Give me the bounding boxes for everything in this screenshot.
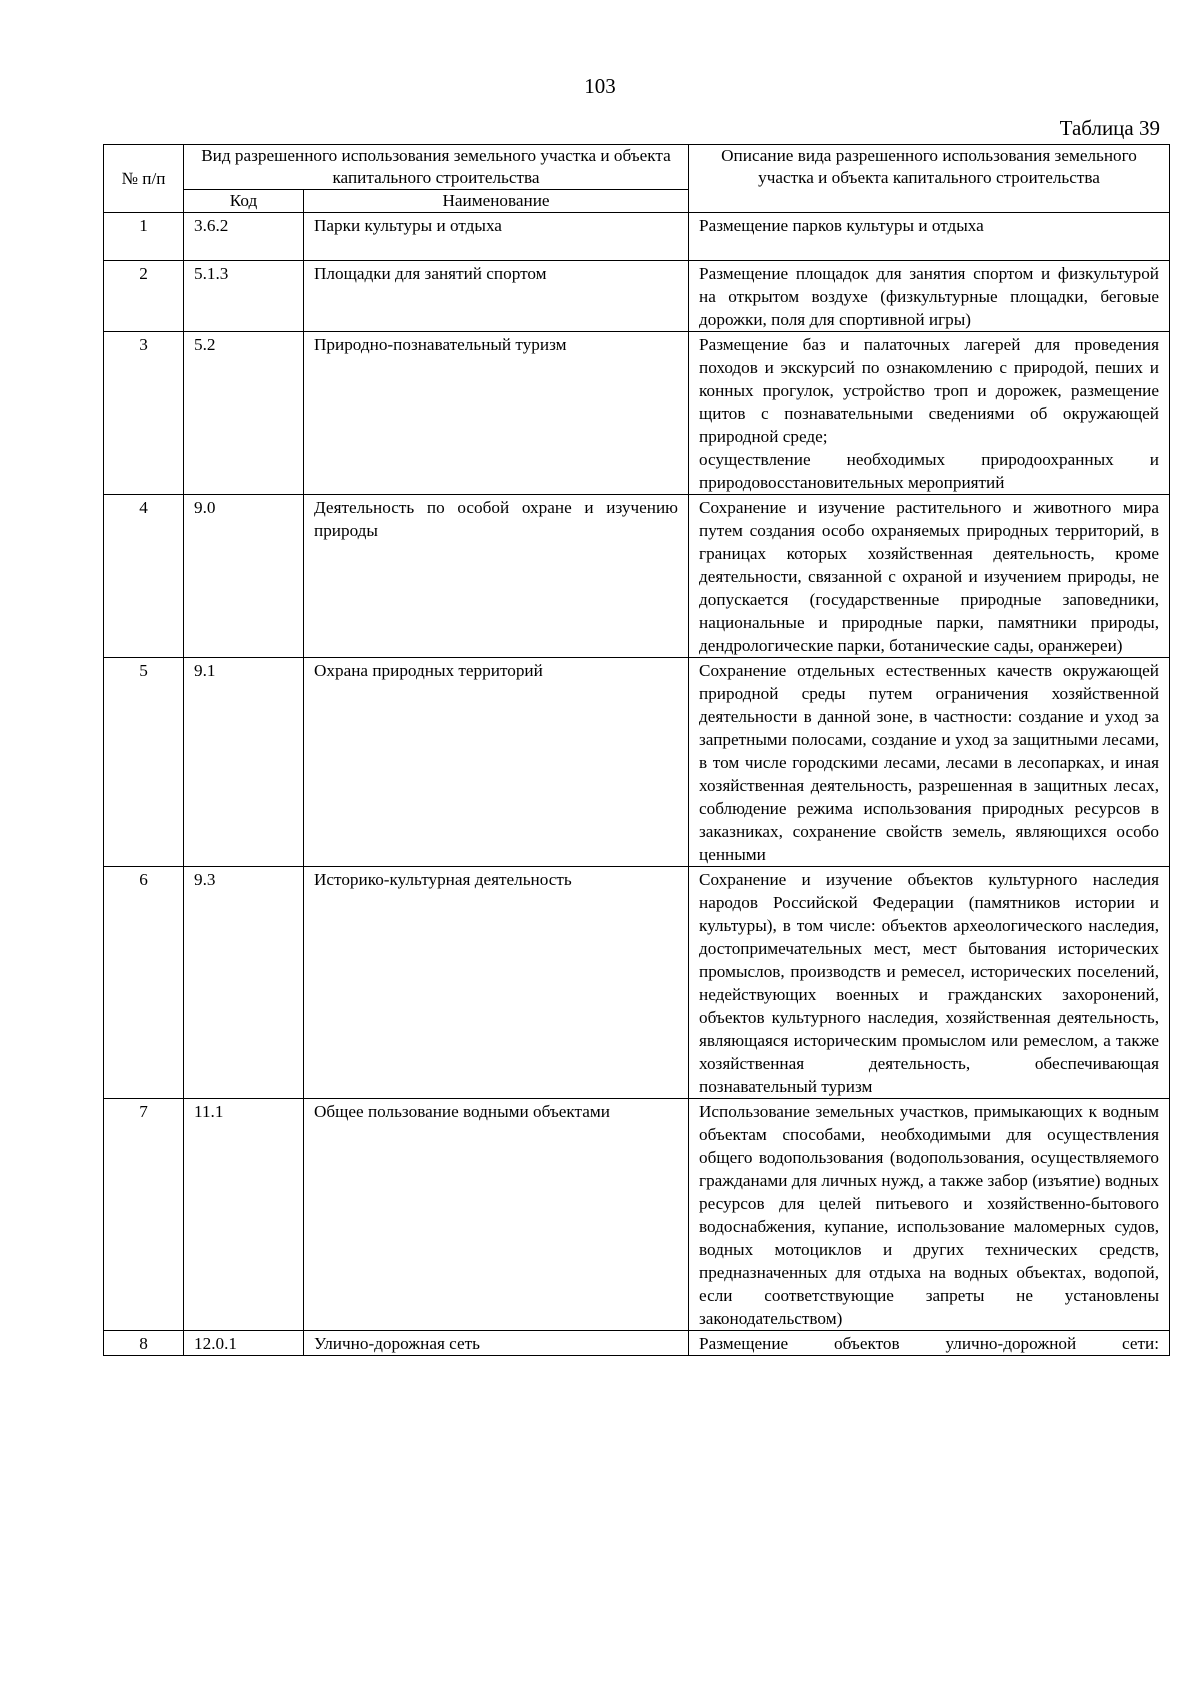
table-row [104, 1331, 1170, 1356]
table-title: Таблица 39 [1059, 116, 1160, 140]
row-description [689, 332, 1170, 495]
row-description: Размещение объектов улично-дорожной сети: [689, 1331, 1170, 1356]
header-code: Код [184, 190, 304, 213]
table-row [104, 658, 1170, 867]
row-number: 5 [104, 658, 184, 867]
row-code: 3.6.2 [184, 213, 304, 261]
row-name: Общее пользование водными объектами [304, 1099, 689, 1331]
row-description-part-1: Размещение баз и палаточных лагерей для проведения походов и экскурсий по ознакомлению с природой, пеших и конных прогулок, устройство троп и дорожек, размещение щитов с познавательными сведениями об окружающей природной среде; [699, 335, 1160, 446]
row-description: Размещение парков культуры и отдыха [689, 213, 1170, 261]
row-code: 9.1 [184, 658, 304, 867]
table-row [104, 867, 1170, 1099]
table-row [104, 495, 1170, 658]
header-num: № п/п [104, 145, 184, 213]
row-number: 6 [104, 867, 184, 1099]
row-description: Сохранение и изучение растительного и животного мира путем создания особо охраняемых природных территорий, в границах которых хозяйственная деятельность, кроме деятельности, связанной с охраной и изучением природы, не допускается (государственные природные заповедники, национальные и природные парки, памятники природы, дендрологические парки, ботанические сады, оранжереи) [689, 495, 1170, 658]
header-description: Описание вида разрешенного использования земельного участка и объекта капитального строительства [689, 145, 1170, 213]
row-code: 12.0.1 [184, 1331, 304, 1356]
row-code: 5.1.3 [184, 261, 304, 332]
row-code: 11.1 [184, 1099, 304, 1331]
header-group: Вид разрешенного использования земельного участка и объекта капитального строительства [184, 145, 689, 190]
row-code: 9.0 [184, 495, 304, 658]
table-row [104, 213, 1170, 261]
row-number: 8 [104, 1331, 184, 1356]
row-number: 3 [104, 332, 184, 495]
row-name: Охрана природных территорий [304, 658, 689, 867]
land-use-table [103, 144, 1170, 1356]
row-description: Сохранение и изучение объектов культурного наследия народов Российской Федерации (памятников истории и культуры), в том числе: объектов археологического наследия, достопримечательных мест, мест бытования исторических промыслов, производств и ремесел, исторических поселений, недействующих военных и гражданских захоронений, объектов культурного наследия, хозяйственная деятельность, являющаяся историческим промыслом или ремеслом, а также хозяйственная деятельность, обеспечивающая познавательный туризм [689, 867, 1170, 1099]
row-name: Историко-культурная деятельность [304, 867, 689, 1099]
row-name: Улично-дорожная сеть [304, 1331, 689, 1356]
row-number: 7 [104, 1099, 184, 1331]
row-code: 5.2 [184, 332, 304, 495]
row-description: Использование земельных участков, примыкающих к водным объектам способами, необходимыми для осуществления общего водопользования (водопользования, осуществляемого гражданами для личных нужд, а также забор (изъятие) водных ресурсов для целей питьевого и хозяйственно-бытового водоснабжения, купание, использование маломерных судов, водных мотоциклов и других технических средств, предназначенных для отдыха на водных объектах, водопой, если соответствующие запреты не установлены законодательством) [689, 1099, 1170, 1331]
row-name: Парки культуры и отдыха [304, 213, 689, 261]
page-number: 103 [584, 74, 616, 98]
row-name: Деятельность по особой охране и изучению природы [304, 495, 689, 658]
row-number: 4 [104, 495, 184, 658]
header-name: Наименование [304, 190, 689, 213]
row-number: 2 [104, 261, 184, 332]
table-row [104, 1099, 1170, 1331]
row-description: Размещение площадок для занятия спортом и физкультурой на открытом воздухе (физкультурные площадки, беговые дорожки, поля для спортивной игры) [689, 261, 1170, 332]
row-number: 1 [104, 213, 184, 261]
row-name: Площадки для занятий спортом [304, 261, 689, 332]
row-description: Сохранение отдельных естественных качеств окружающей природной среды путем ограничения хозяйственной деятельности в данной зоне, в частности: создание и уход за запретными полосами, создание и уход за защитными лесами, в том числе городскими лесами, лесами в лесопарках, и иная хозяйственная деятельность, разрешенная в защитных лесах, соблюдение режима использования природных ресурсов в заказниках, сохранение свойств земель, являющихся особо ценными [689, 658, 1170, 867]
row-description-part-2: осуществление необходимых природоохранных и природовосстановительных мероприятий [699, 450, 1160, 492]
row-code: 9.3 [184, 867, 304, 1099]
row-name: Природно-познавательный туризм [304, 332, 689, 495]
table-row [104, 332, 1170, 495]
table-row [104, 261, 1170, 332]
